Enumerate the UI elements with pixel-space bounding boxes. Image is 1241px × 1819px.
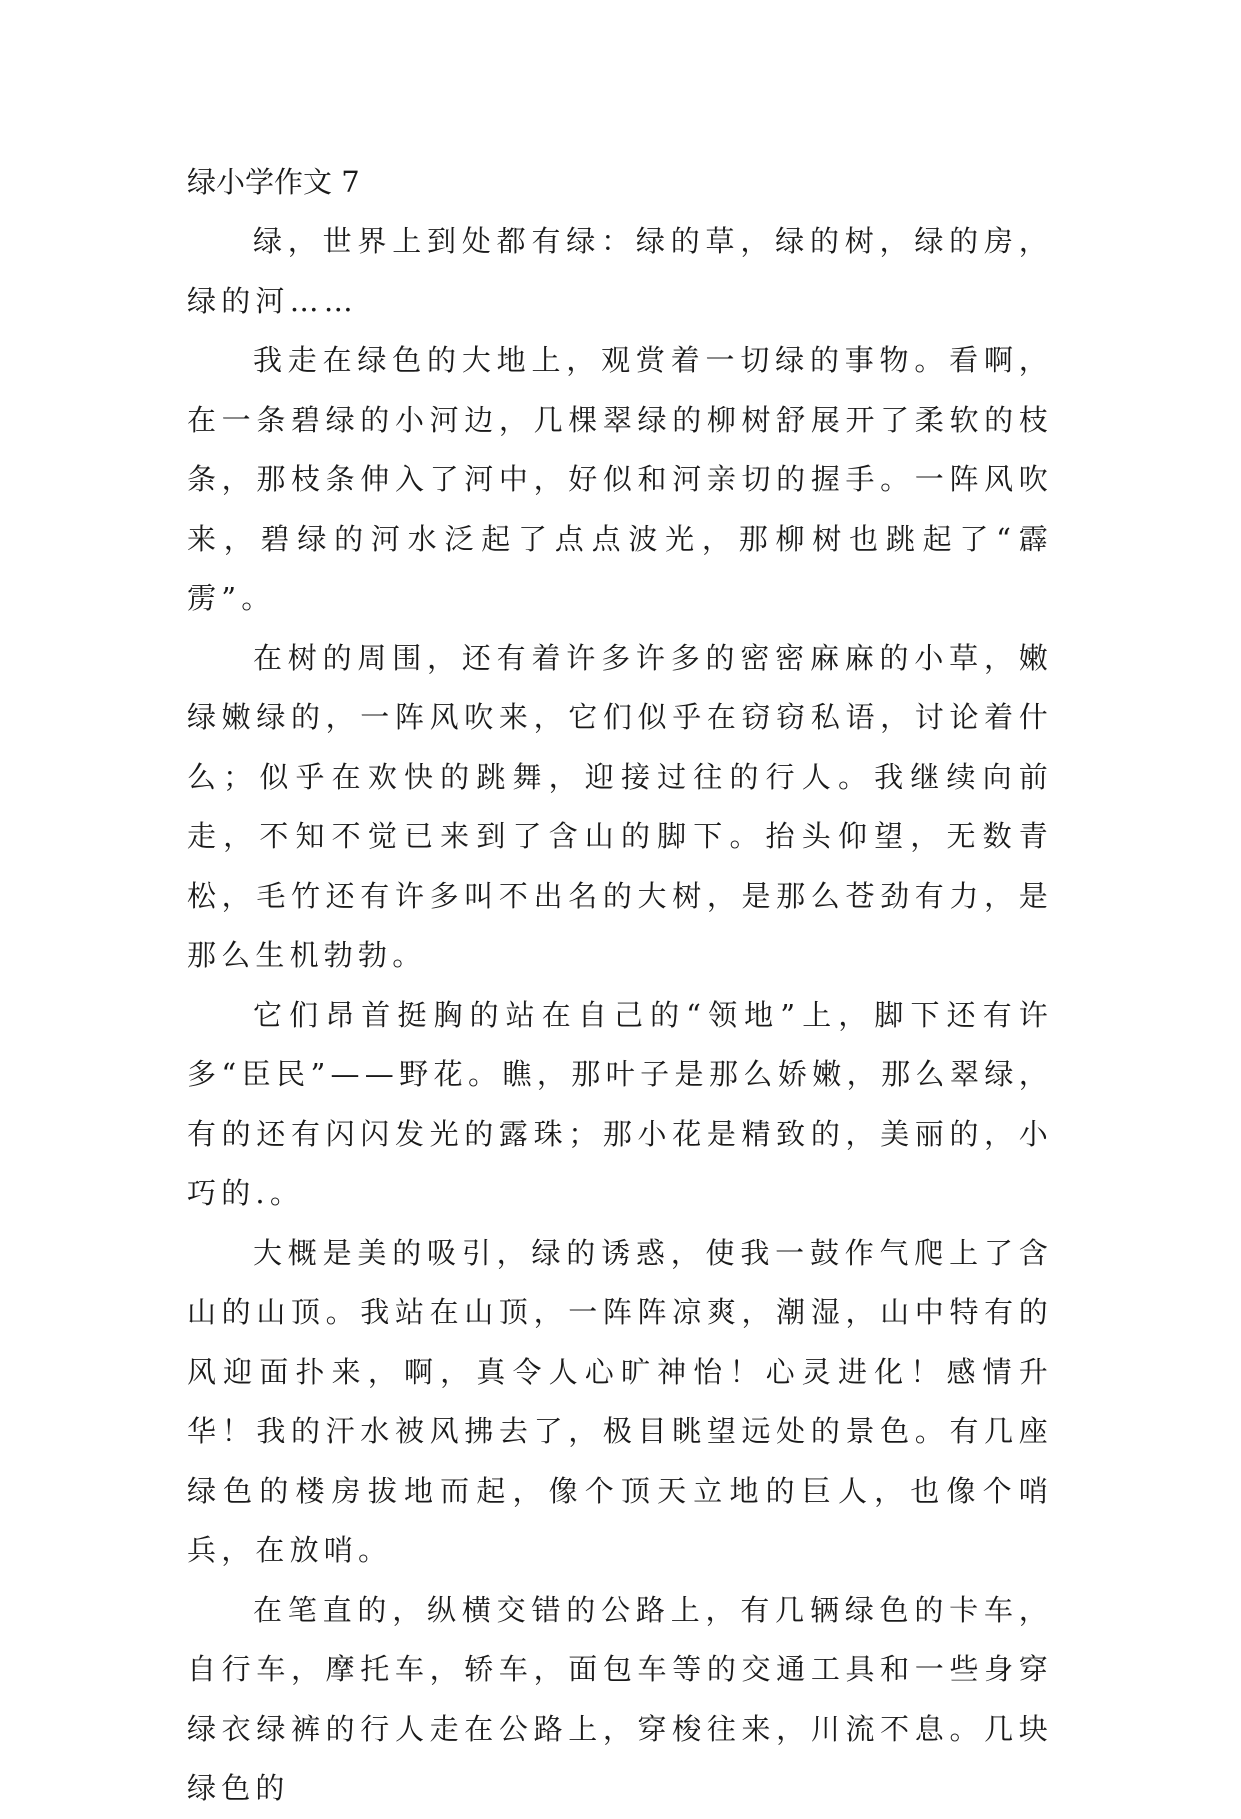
paragraph-grass-mountain: 在树的周围，还有着许多许多的密密麻麻的小草，嫩绿嫩绿的，一阵风吹来，它们似乎在窃窃私语，讨论着什么；似乎在欢快的跳舞，迎接过往的行人。我继续向前走，不知不觉已来到了含山的脚下。抬头仰望，无数青松，毛竹还有许多叫不出名的大树，是那么苍劲有力，是那么生机勃勃。 <box>187 640 1053 972</box>
paragraph-summit: 大概是美的吸引，绿的诱惑，使我一鼓作气爬上了含山的山顶。我站在山顶，一阵阵凉爽，潮湿，山中特有的风迎面扑来，啊，真令人心旷神怡！心灵进化！感情升华！我的汗水被风拂去了，极目眺望远处的景色。有几座绿色的楼房拔地而起，像个顶天立地的巨人，也像个哨兵，在放哨。 <box>187 1235 1053 1567</box>
paragraph-river-willows: 我走在绿色的大地上，观赏着一切绿的事物。看啊，在一条碧绿的小河边，几棵翠绿的柳树舒展开了柔软的枝条，那枝条伸入了河中，好似和河亲切的握手。一阵风吹来，碧绿的河水泛起了点点波光，那柳树也跳起了“霹雳”。 <box>187 343 1053 615</box>
document-body <box>187 152 1053 1819</box>
document-title: 绿小学作文 7 <box>187 165 360 199</box>
paragraph-intro: 绿，世界上到处都有绿：绿的草，绿的树，绿的房，绿的河…… <box>187 224 1053 318</box>
paragraph-road: 在笔直的，纵横交错的公路上，有几辆绿色的卡车，自行车，摩托车，轿车，面包车等的交通工具和一些身穿绿衣绿裤的行人走在公路上，穿梭往来，川流不息。几块绿色的 <box>187 1592 1053 1805</box>
paragraph-wildflowers: 它们昂首挺胸的站在自己的“领地”上，脚下还有许多“臣民”——野花。瞧，那叶子是那么娇嫩，那么翠绿，有的还有闪闪发光的露珠；那小花是精致的，美丽的，小巧的.。 <box>187 997 1053 1210</box>
